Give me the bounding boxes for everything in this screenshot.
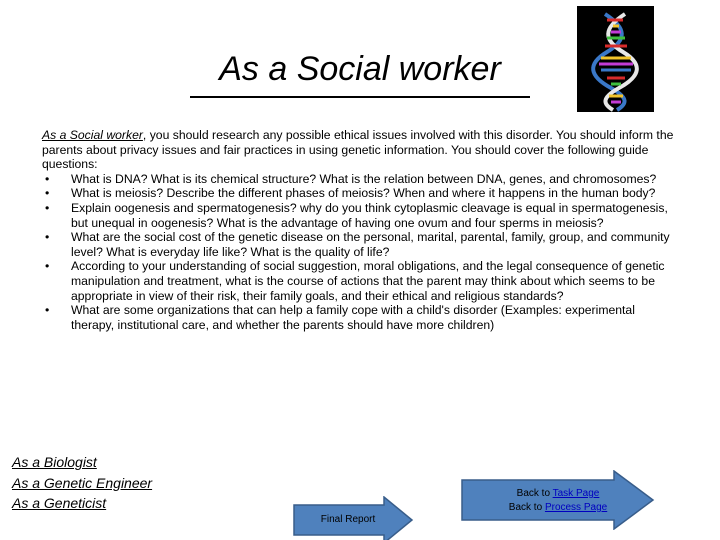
intro-paragraph: [42, 128, 676, 172]
guide-question: • What is DNA? What is its chemical structure? What is the relation between DNA, genes, and chromosomes?: [42, 172, 676, 187]
intro-role-label: As a Social worker: [42, 128, 143, 142]
process-page-link[interactable]: Process Page: [544, 502, 608, 513]
intro-text: , you should research any possible ethical issues involved with this disorder. You should inform the parents about privacy issues and fair practices in using genetic information. You should cover the following guide questions:: [42, 128, 674, 172]
guide-question: • According to your understanding of social suggestion, moral obligations, and the legal consequence of genetic manipulation and treatment, what is the course of actions that the parent may think about which seems to be appropriate in view of their risk, their family goals, and their ethical and religious standards?: [42, 259, 676, 303]
final-report-button[interactable]: Final Report: [320, 514, 376, 525]
back-to-task-row: [490, 487, 626, 501]
guide-question: • Explain oogenesis and spermatogenesis? why do you think cytoplasmic cleavage is equal in spermatogenesis, but unequal in oogenesis? What is the advantage of having one ovum and four sperms in meiosis?: [42, 201, 676, 230]
back-navigation-label: [490, 487, 626, 515]
biologist-link[interactable]: As a Biologist: [12, 454, 97, 470]
dna-helix-image: [577, 6, 654, 112]
assignment-text: [42, 128, 676, 332]
guide-question: • What are the social cost of the genetic disease on the personal, marital, parental, family, group, and community level? What is everyday life like? What is the quality of life?: [42, 230, 676, 259]
guide-question: • What is meiosis? Describe the different phases of meiosis? When and where it happens in the human body?: [42, 186, 676, 201]
guide-question: • What are some organizations that can help a family cope with a child's disorder (Examples: experimental therapy, institutional care, and whether the parents should have more children): [42, 303, 676, 332]
genetic-engineer-link[interactable]: As a Genetic Engineer: [12, 474, 153, 491]
task-page-link[interactable]: Task Page: [552, 488, 600, 499]
page-title: As a Social worker: [190, 44, 530, 98]
back-prefix-text: Back to: [516, 488, 553, 499]
geneticist-link[interactable]: As a Geneticist: [12, 495, 107, 511]
back-prefix-text: Back to: [508, 502, 545, 513]
back-to-process-row: [490, 501, 626, 515]
guide-questions-list: [42, 172, 676, 333]
role-links: [12, 452, 152, 514]
